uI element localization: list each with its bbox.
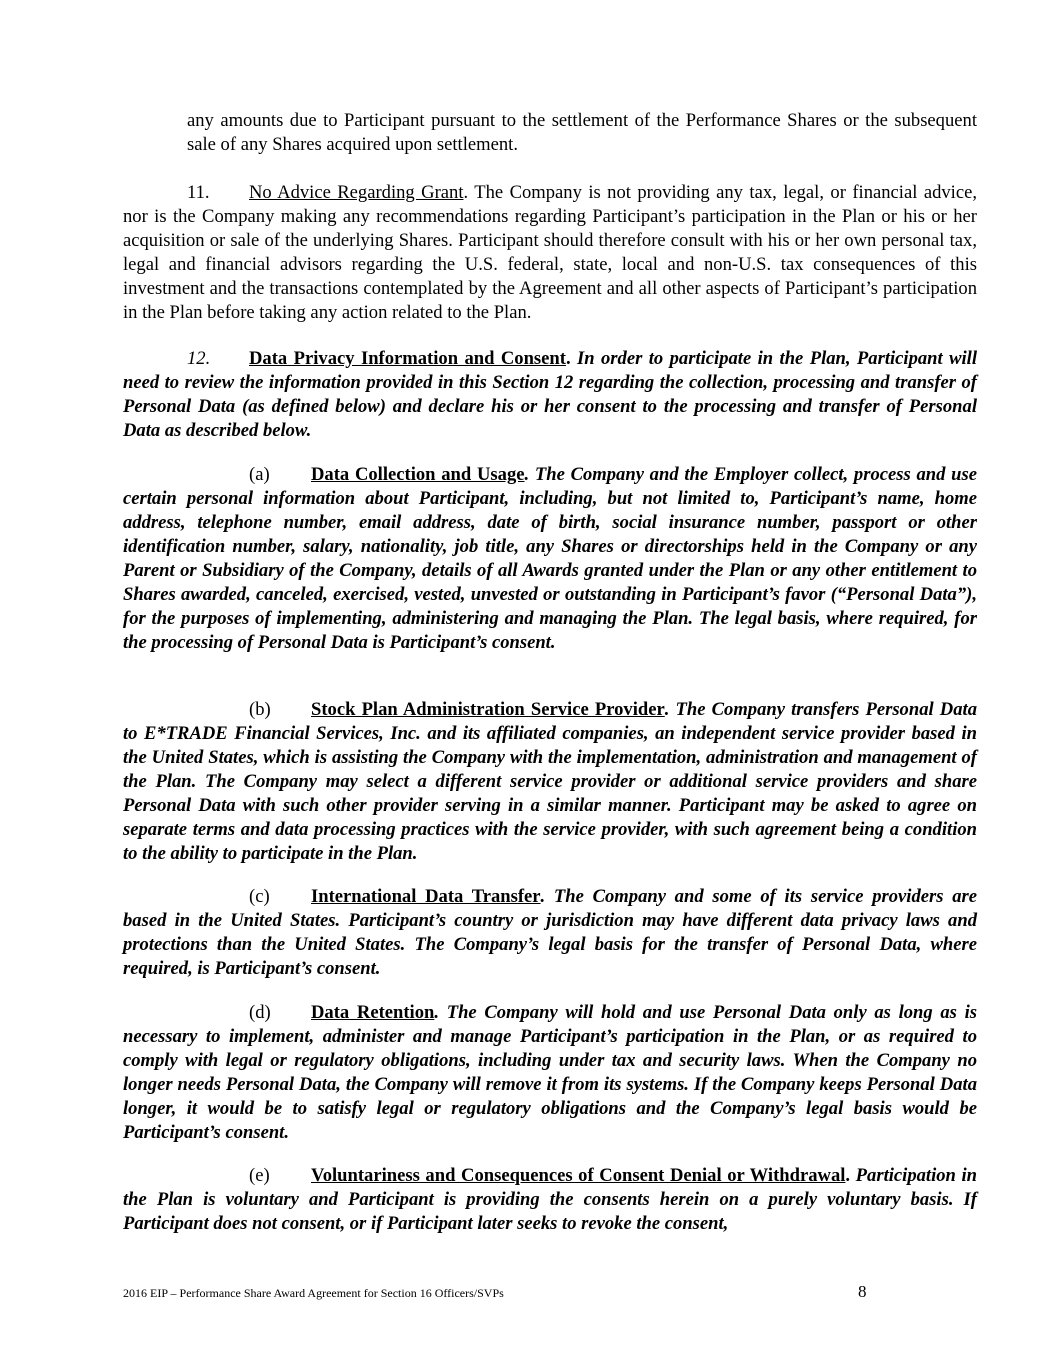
subsection-a-paragraph [123,463,977,655]
footer-page-number: 8 [858,1282,867,1301]
subsection-e-text: Participation in the Plan is voluntary and Participant is providing the consents herein on a purely voluntary basis. If Participant does not consent, or if Participant later seeks to revoke the consent, [123,1165,977,1234]
section-11-heading: No Advice Regarding Grant [249,182,464,203]
subsection-b-label: (b) [249,699,271,720]
subsection-a-label: (a) [249,464,270,485]
subsection-a-period: . [524,464,530,485]
subsection-c-heading: International Data Transfer [311,886,541,907]
subsection-d-label: (d) [249,1002,271,1023]
subsection-a-text: The Company and the Employer collect, process and use certain personal information about Participant, including, but not limited to, Participant’s name, home address, telephone number, email address, date of birth, social insurance number, passport or other identification number, salary, nationality, job title, any Shares or directorships held in the Company or any Parent or Subsidiary of the Company, details of all Awards granted under the Plan or any other entitlement to Shares awarded, canceled, exercised, vested, unvested or outstanding in Participant’s favor (“Personal Data”), for the purposes of implementing, administering and managing the Plan. The legal basis, where required, for the processing of Personal Data is Participant’s consent. [123,464,977,653]
section-12-paragraph [123,347,977,443]
subsection-c-period: . [540,886,546,907]
subsection-d-paragraph [123,1001,977,1145]
section-12-heading: Data Privacy Information and Consent [249,348,566,369]
subsection-e-period: . [845,1165,851,1186]
section-12-number: 12. [187,348,211,369]
subsection-c-paragraph [123,885,977,981]
subsection-b-period: . [664,699,670,720]
subsection-e-label: (e) [249,1165,270,1186]
continuation-text: any amounts due to Participant pursuant to the settlement of the Performance Shares or the subsequent sale of any Shares acquired upon settlement. [187,110,977,155]
footer-document-title: 2016 EIP – Performance Share Award Agreement for Section 16 Officers/SVPs [123,1286,504,1300]
subsection-c-label: (c) [249,886,270,907]
subsection-e-paragraph [123,1164,977,1236]
subsection-c-text: The Company and some of its service providers are based in the United States. Participant’s country or jurisdiction may have different data privacy laws and protections than the United States. The Company’s legal basis for the transfer of Personal Data, where required, is Participant’s consent. [123,886,977,979]
subsection-b-heading: Stock Plan Administration Service Provider [311,699,665,720]
subsection-b-paragraph [123,698,977,866]
section-11-paragraph [123,181,977,325]
subsection-e-heading: Voluntariness and Consequences of Consent Denial or Withdrawal [311,1165,846,1186]
section-11-text: . The Company is not providing any tax, legal, or financial advice, nor is the Company making any recommendations regarding Participant’s participation in the Plan or his or her acquisition or sale of the underlying Shares. Participant should therefore consult with his or her own personal tax, legal and financial advisors regarding the U.S. federal, state, local and non-U.S. tax consequences of this investment and the transactions contemplated by the Agreement and all other aspects of Participant’s participation in the Plan before taking any action related to the Plan. [123,182,977,323]
section-12-text: In order to participate in the Plan, Participant will need to review the information provided in this Section 12 regarding the collection, processing and transfer of Personal Data (as defined below) and declare his or her consent to the processing and transfer of Personal Data as described below. [123,348,977,441]
continuation-paragraph [187,109,977,157]
subsection-a-heading: Data Collection and Usage [311,464,525,485]
subsection-b-text: The Company transfers Personal Data to E*TRADE Financial Services, Inc. and its affiliated companies, an independent service provider based in the United States, which is assisting the Company with the implementation, administration and management of the Plan. The Company may select a different service provider or additional service providers and share Personal Data with such other provider serving in a similar manner. Participant may be asked to agree on separate terms and data processing practices with the service provider, with such agreement being a condition to the ability to participate in the Plan. [123,699,977,864]
subsection-d-text: The Company will hold and use Personal Data only as long as is necessary to implement, administer and manage Participant’s participation in the Plan, or as required to comply with legal or regulatory obligations, including under tax and security laws. When the Company no longer needs Personal Data, the Company will remove it from its systems. If the Company keeps Personal Data longer, it would be to satisfy legal or regulatory obligations and the Company’s legal basis would be Participant’s consent. [123,1002,978,1143]
subsection-d-period: . [434,1002,440,1023]
section-12-period: . [565,348,571,369]
subsection-d-heading: Data Retention [311,1002,435,1023]
section-11-number: 11. [187,182,210,203]
